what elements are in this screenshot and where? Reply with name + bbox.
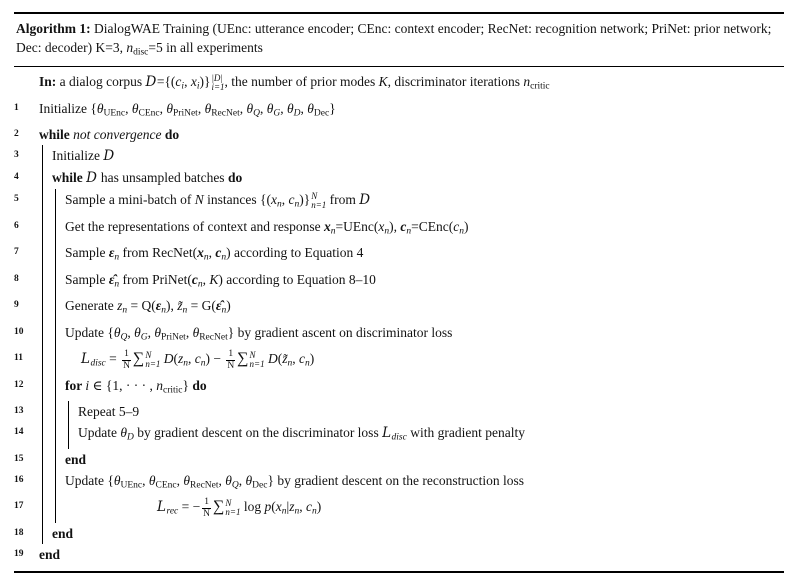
text-segment: n bbox=[276, 199, 282, 210]
text-segment: Q bbox=[253, 108, 260, 119]
text-segment: n bbox=[287, 358, 293, 369]
line-content bbox=[29, 449, 784, 470]
sup-sub-limits: N n=1 bbox=[249, 349, 265, 370]
text-segment: x bbox=[190, 74, 197, 90]
text-segment: θ bbox=[113, 472, 121, 488]
text-segment: , bbox=[197, 100, 205, 116]
text-segment: =CEnc( bbox=[411, 218, 454, 234]
text-segment: ( bbox=[173, 351, 179, 367]
text-segment: Sample bbox=[65, 245, 109, 261]
text-segment: n bbox=[114, 279, 120, 290]
text-segment: θ bbox=[96, 100, 104, 116]
text-segment: PriNet bbox=[173, 108, 198, 119]
line-content bbox=[29, 189, 784, 216]
algo-line bbox=[14, 242, 784, 269]
text-segment: n bbox=[406, 226, 412, 237]
text-segment: θ bbox=[183, 472, 191, 488]
text-segment: n bbox=[459, 226, 465, 237]
text-segment: UEnc bbox=[120, 480, 143, 491]
text-segment: } by gradient ascent on discriminator loss bbox=[227, 324, 453, 340]
text-segment: by gradient descent on the discriminator loss bbox=[133, 425, 383, 441]
text-segment: x bbox=[324, 218, 331, 234]
text-segment: c bbox=[400, 218, 407, 234]
line-content bbox=[29, 216, 784, 243]
text-segment: G bbox=[273, 108, 281, 119]
line-number: 2 bbox=[14, 129, 19, 140]
text-segment: n bbox=[330, 226, 336, 237]
text-segment: disc bbox=[391, 432, 407, 443]
text-segment: n bbox=[523, 74, 531, 90]
text-segment: θ bbox=[246, 100, 254, 116]
line-number: 13 bbox=[14, 406, 24, 417]
sup-sub-limits: |D| i=1 bbox=[211, 72, 225, 93]
text-segment: from RecNet( bbox=[119, 245, 198, 261]
fraction: $\frac{1}{N}$ bbox=[123, 348, 130, 372]
algo-line bbox=[14, 401, 784, 422]
text-segment: θ bbox=[307, 100, 314, 116]
algo-line bbox=[14, 348, 784, 375]
text-segment: ∈ {1, · · · , bbox=[89, 377, 157, 393]
text-segment: do bbox=[192, 377, 207, 393]
text-segment: , bbox=[188, 351, 195, 367]
text-segment: , discriminator iterations bbox=[387, 74, 524, 90]
text-segment: c bbox=[215, 245, 222, 261]
line-content bbox=[29, 269, 784, 296]
text-segment: = Q( bbox=[127, 298, 156, 314]
fraction: $\frac{1}{N}$ bbox=[227, 348, 235, 372]
text-segment: Algorithm 1: bbox=[16, 21, 94, 36]
text-segment: θ bbox=[204, 100, 212, 116]
line-number: 12 bbox=[14, 379, 24, 390]
text-segment: Q bbox=[120, 332, 128, 343]
text-segment: D bbox=[293, 108, 301, 119]
text-segment: i bbox=[85, 377, 90, 393]
text-segment: ) according to Equation 8–10 bbox=[218, 271, 376, 287]
text-segment: n bbox=[294, 199, 300, 210]
line-number: 7 bbox=[14, 247, 19, 258]
text-segment: } bbox=[182, 377, 193, 393]
text-segment: G bbox=[140, 332, 148, 343]
text-segment: CEnc bbox=[138, 108, 160, 119]
line-number: 18 bbox=[14, 527, 24, 538]
text-segment: n bbox=[221, 305, 227, 316]
text-segment: D bbox=[268, 351, 278, 367]
line-content bbox=[29, 242, 784, 269]
text-segment: z bbox=[289, 499, 295, 515]
text-segment: CEnc bbox=[155, 480, 177, 491]
text-segment: for bbox=[65, 377, 86, 393]
text-segment: x bbox=[275, 499, 282, 515]
text-segment: x bbox=[197, 245, 204, 261]
fraction: $\frac{1}{N}$ bbox=[203, 496, 211, 520]
text-segment: , bbox=[142, 472, 149, 488]
line-content bbox=[29, 322, 784, 349]
text-segment: )} bbox=[199, 74, 211, 90]
text-segment: instances {( bbox=[203, 192, 271, 208]
text-segment: Initialize bbox=[52, 148, 104, 164]
algo-line bbox=[14, 295, 784, 322]
text-segment: RecNet bbox=[199, 332, 228, 343]
text-segment: c bbox=[191, 271, 198, 287]
text-segment: c bbox=[194, 351, 201, 367]
text-segment: a dialog corpus bbox=[59, 74, 146, 90]
text-segment: , bbox=[125, 100, 132, 116]
text-segment: c bbox=[453, 218, 460, 234]
text-segment: D bbox=[103, 148, 115, 165]
text-segment: Sample a mini-batch of bbox=[65, 192, 195, 208]
text-segment: , bbox=[280, 100, 287, 116]
text-segment: ) bbox=[464, 218, 469, 234]
text-segment: , bbox=[127, 324, 135, 340]
line-number: 8 bbox=[14, 273, 19, 284]
text-segment: end bbox=[39, 546, 61, 562]
text-segment: ) bbox=[309, 351, 315, 367]
text-segment: n bbox=[384, 226, 390, 237]
text-segment: , bbox=[184, 74, 191, 90]
text-segment: z̃ bbox=[177, 298, 183, 314]
text-segment: =5 in all experiments bbox=[148, 40, 263, 56]
text-segment: n bbox=[281, 506, 287, 517]
text-segment: Dec bbox=[252, 480, 268, 491]
text-segment: Update { bbox=[65, 324, 114, 340]
text-segment: from bbox=[326, 192, 360, 208]
text-segment: θ bbox=[225, 472, 232, 488]
algo-line bbox=[14, 124, 784, 145]
text-segment: θ bbox=[192, 324, 200, 340]
line-number: 6 bbox=[14, 220, 19, 231]
text-segment: Get the representations of context and response bbox=[65, 218, 325, 234]
text-segment: n bbox=[203, 252, 209, 263]
text-segment: while bbox=[52, 170, 87, 186]
line-content bbox=[29, 422, 784, 449]
line-number: 15 bbox=[14, 453, 24, 464]
text-segment: n bbox=[197, 279, 203, 290]
text-segment: z bbox=[117, 298, 123, 314]
algo-line bbox=[14, 544, 784, 565]
line-number: 3 bbox=[14, 150, 19, 161]
line-number: 10 bbox=[14, 326, 24, 337]
text-segment: n bbox=[122, 305, 128, 316]
text-segment: n bbox=[161, 305, 167, 316]
line-number: 14 bbox=[14, 427, 24, 438]
text-segment: )} bbox=[299, 192, 311, 208]
line-content bbox=[29, 167, 784, 189]
algo-line bbox=[14, 496, 784, 523]
text-segment: ∑ bbox=[237, 350, 249, 368]
text-segment: , bbox=[239, 100, 247, 116]
line-content bbox=[29, 295, 784, 322]
text-segment: θ bbox=[120, 425, 127, 441]
text-segment: disc bbox=[133, 47, 149, 58]
text-segment: θ bbox=[134, 324, 141, 340]
text-segment: Repeat 5–9 bbox=[78, 404, 140, 420]
text-segment: = bbox=[105, 351, 121, 367]
text-segment: n bbox=[126, 40, 134, 56]
text-segment: n bbox=[183, 358, 189, 369]
text-segment: ) − bbox=[205, 351, 225, 367]
sup-sub-limits: N n=1 bbox=[311, 190, 327, 211]
text-segment: x bbox=[270, 192, 277, 208]
algo-line bbox=[14, 98, 784, 125]
text-segment: n bbox=[114, 252, 120, 263]
text-segment: = − bbox=[178, 499, 201, 515]
line-number: 1 bbox=[14, 102, 19, 113]
text-segment: c bbox=[305, 499, 312, 515]
text-segment: , bbox=[185, 324, 193, 340]
text-segment: , bbox=[147, 324, 155, 340]
text-segment: Update bbox=[78, 425, 121, 441]
text-segment: N bbox=[194, 192, 204, 208]
line-number: 9 bbox=[14, 300, 19, 311]
text-segment: Generate bbox=[65, 298, 118, 314]
text-segment: θ bbox=[245, 472, 253, 488]
line-content bbox=[29, 544, 784, 565]
text-segment: , bbox=[259, 100, 267, 116]
text-segment: i bbox=[181, 81, 185, 92]
bottom-rule bbox=[14, 571, 784, 573]
text-segment: , bbox=[176, 472, 184, 488]
line-content bbox=[29, 496, 784, 523]
algo-line bbox=[14, 322, 784, 349]
text-segment: end bbox=[52, 525, 74, 541]
text-segment: c bbox=[175, 74, 182, 90]
text-segment: n bbox=[294, 506, 300, 517]
text-segment: L bbox=[81, 351, 91, 368]
text-segment: Q bbox=[231, 480, 239, 491]
line-content bbox=[29, 375, 784, 402]
text-segment: ( bbox=[271, 499, 276, 515]
text-segment: from PriNet( bbox=[119, 271, 192, 287]
text-segment: critic bbox=[162, 385, 183, 396]
input-line bbox=[14, 71, 784, 98]
text-segment: θ bbox=[113, 324, 121, 340]
algorithm-figure bbox=[14, 12, 784, 573]
text-segment: ), bbox=[166, 298, 178, 314]
text-segment: , the number of prior modes bbox=[224, 74, 379, 90]
text-segment: , bbox=[299, 499, 306, 515]
text-segment: ( bbox=[277, 351, 283, 367]
text-segment: critic bbox=[530, 81, 550, 92]
sup-sub-limits: N n=1 bbox=[145, 349, 161, 370]
text-segment: L bbox=[382, 425, 392, 442]
text-segment: = G( bbox=[187, 298, 216, 314]
text-segment: θ bbox=[287, 100, 294, 116]
text-segment: end bbox=[65, 451, 87, 467]
text-segment: z̃ bbox=[282, 351, 288, 367]
text-segment: D bbox=[127, 432, 134, 443]
text-segment: ) according to Equation 4 bbox=[226, 245, 364, 261]
text-segment: , bbox=[202, 271, 210, 287]
text-segment: θ bbox=[131, 100, 139, 116]
algo-line bbox=[14, 470, 784, 497]
text-segment: disc bbox=[90, 358, 106, 369]
text-segment: =UEnc( bbox=[335, 218, 379, 234]
text-segment: ) bbox=[226, 298, 231, 314]
text-segment: } bbox=[329, 100, 336, 116]
text-segment: UEnc bbox=[103, 108, 126, 119]
text-segment: D bbox=[359, 192, 371, 209]
text-segment: z bbox=[178, 351, 184, 367]
text-segment: n bbox=[182, 305, 188, 316]
text-segment: Update { bbox=[65, 472, 114, 488]
text-segment: K bbox=[209, 271, 219, 287]
text-segment: , bbox=[218, 472, 226, 488]
text-segment: θ bbox=[154, 324, 162, 340]
text-segment: with gradient penalty bbox=[406, 425, 525, 441]
text-segment: ) bbox=[316, 499, 322, 515]
text-segment: p bbox=[264, 499, 272, 515]
line-number: 11 bbox=[14, 353, 23, 364]
text-segment: ε̂ bbox=[215, 298, 222, 314]
text-segment: ∑ bbox=[212, 498, 225, 516]
text-segment: θ bbox=[166, 100, 174, 116]
text-segment: c bbox=[299, 351, 306, 367]
sup-sub-limits: N n=1 bbox=[225, 497, 241, 518]
text-segment: Sample bbox=[65, 271, 109, 287]
line-content bbox=[29, 523, 784, 544]
text-segment: θ bbox=[266, 100, 274, 116]
text-segment: has unsampled batches bbox=[97, 170, 228, 186]
text-segment: , bbox=[159, 100, 167, 116]
text-segment: In: bbox=[39, 74, 60, 90]
text-segment: i bbox=[196, 81, 200, 92]
text-segment: , bbox=[281, 192, 289, 208]
text-segment: ε bbox=[155, 298, 162, 314]
text-segment: RecNet bbox=[211, 108, 240, 119]
text-segment: , bbox=[292, 351, 300, 367]
text-segment: ε bbox=[108, 245, 115, 261]
text-segment: log bbox=[240, 499, 265, 515]
text-segment: ), bbox=[389, 218, 401, 234]
algo-line bbox=[14, 145, 784, 167]
text-segment: rec bbox=[166, 506, 179, 517]
text-segment: K bbox=[378, 74, 388, 90]
text-segment: D bbox=[86, 170, 98, 187]
algo-line bbox=[14, 375, 784, 402]
algo-line bbox=[14, 449, 784, 470]
line-number: 16 bbox=[14, 474, 24, 485]
text-segment: , bbox=[238, 472, 246, 488]
text-segment: while bbox=[39, 127, 74, 143]
text-segment: L bbox=[157, 499, 167, 516]
text-segment: ε̂ bbox=[108, 271, 115, 287]
text-segment: c bbox=[288, 192, 295, 208]
line-number: 17 bbox=[14, 501, 24, 512]
text-segment: RecNet bbox=[190, 480, 219, 491]
text-segment: n bbox=[221, 252, 227, 263]
text-segment: | bbox=[286, 499, 290, 515]
algorithm-caption bbox=[14, 14, 784, 66]
text-segment: n bbox=[156, 377, 163, 393]
text-segment: do bbox=[227, 170, 243, 186]
text-segment: PriNet bbox=[161, 332, 186, 343]
text-segment: Dec bbox=[313, 108, 330, 119]
text-segment: θ bbox=[148, 472, 156, 488]
line-number: 4 bbox=[14, 172, 19, 183]
text-segment: n bbox=[305, 358, 310, 369]
text-segment: n bbox=[200, 358, 206, 369]
text-segment: ∑ bbox=[132, 350, 145, 368]
algo-line bbox=[14, 216, 784, 243]
text-segment: x bbox=[378, 218, 385, 234]
algo-line bbox=[14, 269, 784, 296]
text-segment: not convergence bbox=[73, 127, 162, 143]
line-content bbox=[29, 470, 784, 497]
algo-line bbox=[14, 167, 784, 189]
text-segment: Initialize { bbox=[39, 100, 97, 116]
text-segment: D bbox=[163, 351, 174, 367]
algo-line bbox=[14, 422, 784, 449]
line-number: 5 bbox=[14, 194, 19, 205]
line-content bbox=[29, 348, 784, 375]
line-content bbox=[29, 145, 784, 167]
algorithm-body bbox=[14, 67, 784, 571]
text-segment: n bbox=[311, 506, 317, 517]
line-content bbox=[29, 401, 784, 422]
line-content bbox=[29, 98, 784, 125]
text-segment: , bbox=[208, 245, 216, 261]
input-line-content bbox=[29, 71, 784, 98]
algo-line bbox=[14, 189, 784, 216]
text-segment: D bbox=[145, 74, 157, 91]
line-number: 19 bbox=[14, 548, 24, 559]
algo-line bbox=[14, 523, 784, 544]
line-content bbox=[29, 124, 784, 145]
text-segment: DialogWAE Training (UEnc: utterance encoder; CEnc: context encoder; RecNet: recognition network; PriNet: prior network; Dec: decoder) K=3, bbox=[16, 21, 772, 56]
text-segment: } by gradient descent on the reconstruction loss bbox=[267, 472, 525, 488]
text-segment: ={( bbox=[156, 74, 176, 90]
text-segment: do bbox=[161, 127, 180, 143]
text-segment: , bbox=[300, 100, 308, 116]
